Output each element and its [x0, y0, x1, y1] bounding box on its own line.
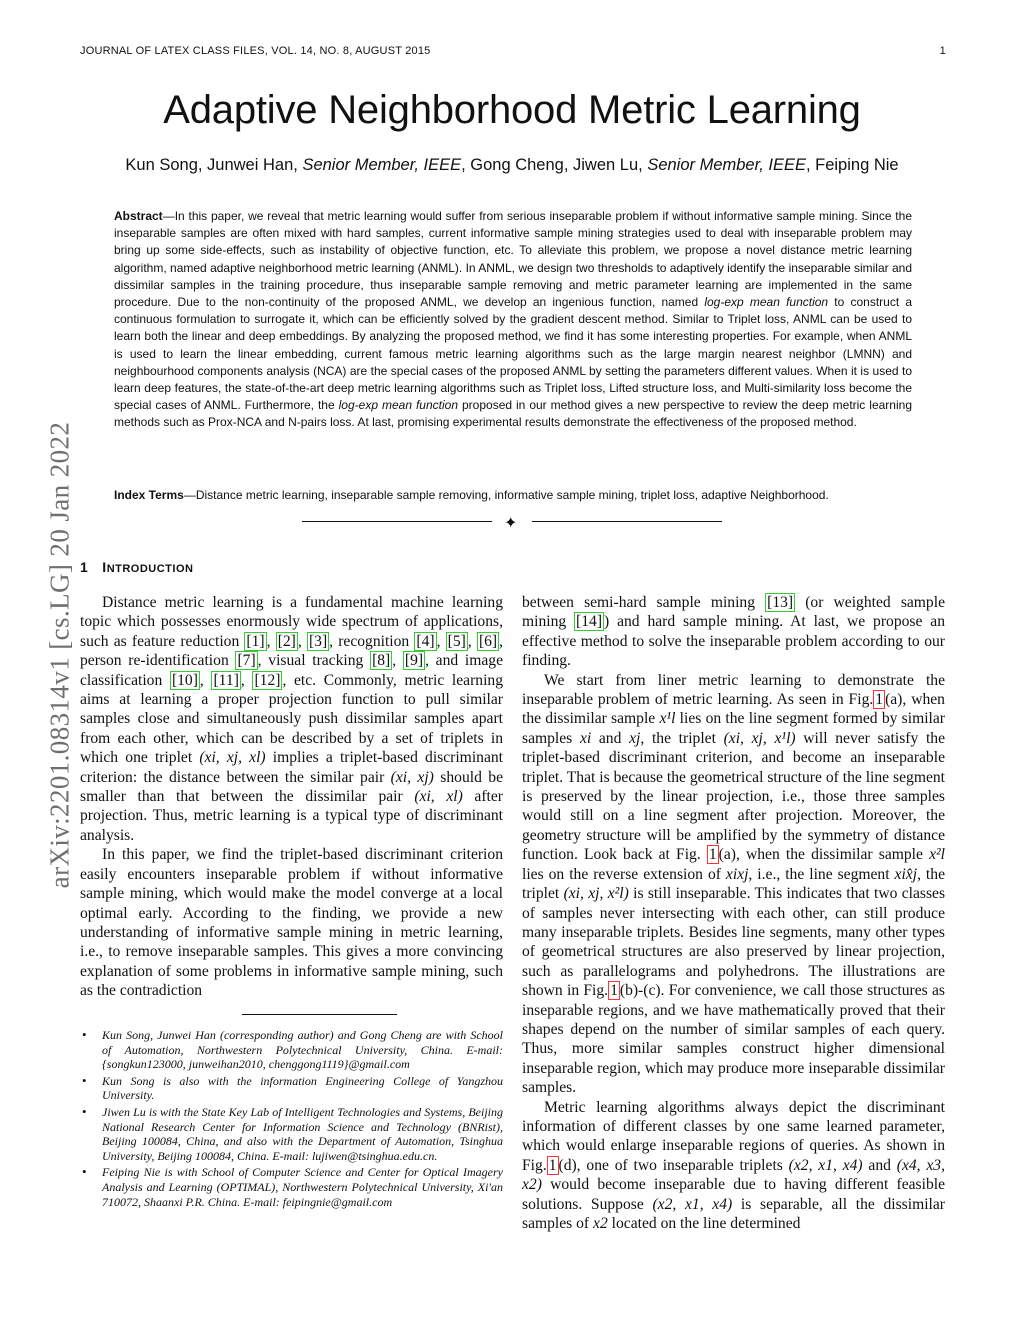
journal-header: JOURNAL OF LATEX CLASS FILES, VOL. 14, NO. 8, AUGUST 2015 — [80, 45, 431, 57]
citation-link[interactable]: [12] — [254, 671, 281, 689]
footnote-affiliation: • Feiping Nie is with School of Computer Science and Center for Optical Imagery Analysis and Learning (OPTIMAL), Northwestern Polytechnical University, Xi'an 710072, Shaanxi P.R. China. E-mail: feipingnie@gmail.com — [80, 1165, 503, 1209]
index-terms — [114, 487, 912, 503]
text-span: , person re-identification — [80, 632, 504, 670]
text-span: (b)-(c). For convenience, we call those structures as inseparable regions, and we have mathematically proved that their shapes depend on the number of similar samples of each query. Thus, more similar samples construct higher dimensional inseparable region, which may produce more inseparable dissimilar samples. — [522, 982, 945, 1097]
divider-line-left — [302, 521, 492, 522]
author-list — [0, 156, 1024, 175]
running-header — [80, 45, 946, 57]
math-expression: (xi, xj, x²l) — [563, 885, 629, 903]
divider-diamond-icon: ✦ — [504, 513, 518, 532]
text-span: would become inseparable due to having different feasible solutions. Suppose — [522, 1176, 945, 1213]
math-expression: (x2, x1, x4) — [788, 1156, 863, 1174]
abstract-text-1: —In this paper, we reveal that metric learning would suffer from serious inseparable problem if without informative sample mining. Since the inseparable samples are often mixed with hard samples, current informative sample mining strategies used to deal with inseparable problem may bring up some side-effects, such as instability of objective function, etc. To alleviate this problem, we propose a novel distance metric learning algorithm, named adaptive neighborhood metric learning (ANML). In ANML, we design two thresholds to adaptively identify the inseparable similar and dissimilar samples in the training procedure, thus inseparable sample removing and metric parameter learning are implemented in the same procedure. Due to the non-continuity of the proposed ANML, we develop an ingenious function, named — [114, 209, 912, 310]
section-title-initial: I — [102, 559, 107, 575]
index-terms-text: —Distance metric learning, inseparable sample removing, informative sample mining, triplet loss, adaptive Neighborhood. — [183, 488, 829, 502]
author-role-2: Senior Member, IEEE — [647, 156, 806, 174]
section-number: 1 — [80, 559, 89, 575]
text-span: , and image classification — [80, 652, 504, 689]
text-span: (or weighted sample mining — [522, 594, 945, 631]
text-span: implies a triplet-based discriminant criterion: the distance between the similar pair — [80, 749, 503, 786]
citation-link[interactable]: [13] — [767, 594, 794, 611]
citation-link[interactable]: [7] — [237, 652, 256, 670]
index-terms-label: Index Terms — [114, 488, 184, 502]
math-expression: (xi, xj) — [390, 768, 434, 786]
math-expression: (x4, x3, x2) — [522, 1156, 946, 1194]
paragraph — [522, 671, 945, 1098]
math-expression: (xi, xj, x¹l) — [723, 729, 796, 747]
citation-link[interactable]: [14] — [576, 613, 603, 631]
figure-link[interactable]: 1 — [875, 691, 884, 709]
text-span: , i.e., the line segment — [748, 865, 895, 883]
arxiv-identifier[interactable]: arXiv:2201.08314v1 [cs.LG] 20 Jan 2022 — [44, 421, 75, 889]
text-span: , recognition — [329, 632, 415, 650]
paragraph — [522, 1098, 945, 1234]
math-expression: xixj — [725, 865, 749, 883]
math-expression: (x2, x1, x4) — [652, 1195, 733, 1213]
text-span: will never satisfy the triplet-based discriminant criterion, and become an inseparable triplet. That is because the geometrical structure of the line segment is preserved by the linear projection, i.e., those three samples would still on a line segment after projection. Moreover, the geometry structure will be amplified by the symmetry of distance function. Look back at Fig. — [522, 729, 946, 864]
footnote-affiliation: • Kun Song is also with the information Engineering College of Yangzhou University. — [80, 1074, 503, 1103]
math-expression: x¹l — [659, 710, 676, 728]
citation-link[interactable]: [1] — [246, 632, 265, 650]
text-span: lies on the reverse extension of — [522, 865, 726, 883]
right-column — [522, 593, 945, 1233]
citation-link[interactable]: [4] — [416, 632, 435, 650]
abstract-emphasis-1: log-exp mean function — [704, 295, 829, 310]
text-span: is still inseparable. This indicates that two classes of samples never intersecting with each other, can still produce many inseparable triplets. Besides line segments, many other types of geometrical structures are also preserved by linear projection, such as parallelograms and polyhedrons. The illustrations are shown in Fig. — [522, 885, 946, 1000]
abstract — [114, 208, 912, 432]
abstract-text-3: proposed in our method gives a new perspective to review the deep metric learning methods such as Prox-NCA and N-pairs loss. At last, promising experimental results demonstrate the effectiveness of the proposed method. — [114, 398, 912, 430]
math-expression: x2 — [593, 1215, 608, 1232]
text-span: lies on the line segment formed by similar samples — [522, 710, 945, 747]
math-expression: xj — [629, 729, 641, 747]
paragraph: In this paper, we find the triplet-based discriminant criterion easily encounters inseparable problem if without informative sample mining, which would make the model converge at a local optimal early. According to the finding, we provide a new understanding of informative sample mining in metric learning, i.e., to remove inseparable samples. This gives a more convincing explanation of some problems in informative sample mining, such as the contradiction — [80, 846, 503, 1000]
text-span: We start from liner metric learning to demonstrate the inseparable problem of metric learning. As seen in Fig. — [522, 671, 945, 709]
math-expression: (xi, xj, xl) — [199, 749, 266, 767]
math-expression: (xi, xl) — [414, 788, 463, 806]
figure-link[interactable]: 1 — [548, 1156, 557, 1174]
text-span: ) and hard sample mining. At last, we propose an effective method to solve the inseparable problem according to our finding. — [522, 613, 945, 670]
left-column — [80, 593, 503, 1001]
section-divider — [302, 512, 722, 532]
text-span: , the triplet — [640, 729, 724, 747]
text-span: should be smaller than that between the dissimilar pair — [80, 768, 503, 806]
text-span: Distance metric learning is a fundamental machine learning topic which possesses enormously wide spectrum of applications, such as feature reduction — [80, 594, 503, 650]
text-span: (d), one of two inseparable triplets — [558, 1156, 789, 1174]
section-heading — [80, 559, 193, 575]
footnote-affiliation: • Jiwen Lu is with the State Key Lab of Intelligent Technologies and Systems, Beijing National Research Center for Information Science and Technology (BNRist), Beijing 100084, China, and also with the Department of Automation, Tsinghua University, Beijing 100084, China. E-mail: lujiwen@tsinghua.edu.cn. — [80, 1105, 503, 1163]
citation-link[interactable]: [3] — [308, 632, 328, 650]
footnote-affiliation: • Kun Song, Junwei Han (corresponding author) and Gong Cheng are with School of Automation, Northwestern Polytechnical University, China. E-mail: {songkun123000, junweihan2010, chenggong1119}@gmail.com — [80, 1028, 503, 1072]
figure-link[interactable]: 1 — [708, 846, 717, 864]
divider-line-right — [532, 521, 722, 522]
math-expression: xix̂j — [894, 865, 918, 883]
author-names-1: Kun Song, Junwei Han, — [125, 156, 298, 174]
citation-link[interactable]: [5] — [447, 632, 466, 650]
text-span: (a), when the dissimilar sample — [718, 846, 930, 864]
paragraph — [522, 593, 945, 671]
text-span: and — [591, 729, 630, 747]
abstract-label: Abstract — [114, 209, 163, 223]
section-title-rest: NTRODUCTION — [106, 563, 194, 575]
figure-link[interactable]: 1 — [610, 982, 618, 1000]
citation-link[interactable]: [2] — [277, 632, 296, 650]
text-span: Metric learning algorithms always depict the discriminant information of different classes by one same learned parameter, which would enlarge inseparable regions of queries. As shown in Fig. — [522, 1098, 945, 1174]
citation-link[interactable]: [6] — [478, 632, 498, 650]
text-span: , etc. Commonly, metric learning aims at learning a proper projection function to pull similar samples close and simultaneously push dissimilar samples apart from each other, which can be described by a set of triplets in which one triplet — [80, 671, 504, 767]
abstract-text-2: to construct a continuous formulation to surrogate it, which can be efficiently solved by the gradient descent method. Similar to Triplet loss, ANML can be used to learn both the linear and deep embeddings. By analyzing the proposed method, we find it has some interesting properties. For example, when ANML is used to learn the linear embedding, current famous metric learning algorithms such as the large margin nearest neighbor (LMNN) and neighbourhood components analysis (NCA) are the special cases of the proposed ANML by setting the parameters different values. When it is used to learn deep features, the state-of-the-art deep metric learning algorithms such as Triplet loss, Lifted structure loss, and Multi-similarity loss become the special cases of ANML. Furthermore, the — [114, 295, 913, 413]
citation-link[interactable]: [8] — [372, 652, 391, 670]
text-span: located on the line determined — [607, 1215, 801, 1232]
page-number: 1 — [939, 45, 946, 57]
text-span: is separable, all the dissimilar samples of — [522, 1195, 945, 1232]
text-span: , the triplet — [522, 865, 945, 903]
text-span: and — [862, 1156, 897, 1174]
abstract-emphasis-2: log-exp mean function — [338, 398, 459, 413]
text-span: between semi-hard sample mining — [522, 594, 766, 611]
paragraph: Distance metric learning is a fundamental machine learning topic which possesses enormously wide spectrum of applications, such as feature reduction [1] , [2] , [3] , recognition [4] , [5] , [6] , person re-identification [7] , visual tracking [8] , [9] , and image classification [10] , [11] , [12] , etc. Commonly, metric learning aims at learning a proper projection function to pull similar samples close and simultaneously push dissimilar samples apart from each other, which can be described by a set of triplets in which one triplet (xi, xj, xl) implies a triplet-based discriminant criterion: the distance between the similar pair (xi, xj) should be smaller than that between the dissimilar pair (xi, xl) after projection. Thus, metric learning is a typical type of discriminant analysis. — [80, 594, 504, 844]
text-span: after projection. Thus, metric learning is a typical type of discriminant analysis. — [80, 788, 503, 844]
author-role-1: Senior Member, IEEE — [302, 156, 462, 174]
author-names-3: , Feiping Nie — [805, 156, 899, 174]
citation-link[interactable]: [9] — [404, 652, 424, 670]
text-span: (a), when the dissimilar sample — [522, 691, 945, 728]
paper-title: Adaptive Neighborhood Metric Learning — [163, 88, 861, 132]
footnote-rule — [242, 1014, 397, 1015]
math-expression: x²l — [929, 846, 945, 864]
footnotes — [80, 1028, 503, 1211]
citation-link[interactable]: [11] — [213, 671, 239, 689]
author-names-2: , Gong Cheng, Jiwen Lu, — [461, 156, 643, 174]
text-span: , visual tracking — [257, 652, 371, 670]
math-expression: xi — [579, 729, 592, 747]
citation-link[interactable]: [10] — [171, 671, 198, 689]
